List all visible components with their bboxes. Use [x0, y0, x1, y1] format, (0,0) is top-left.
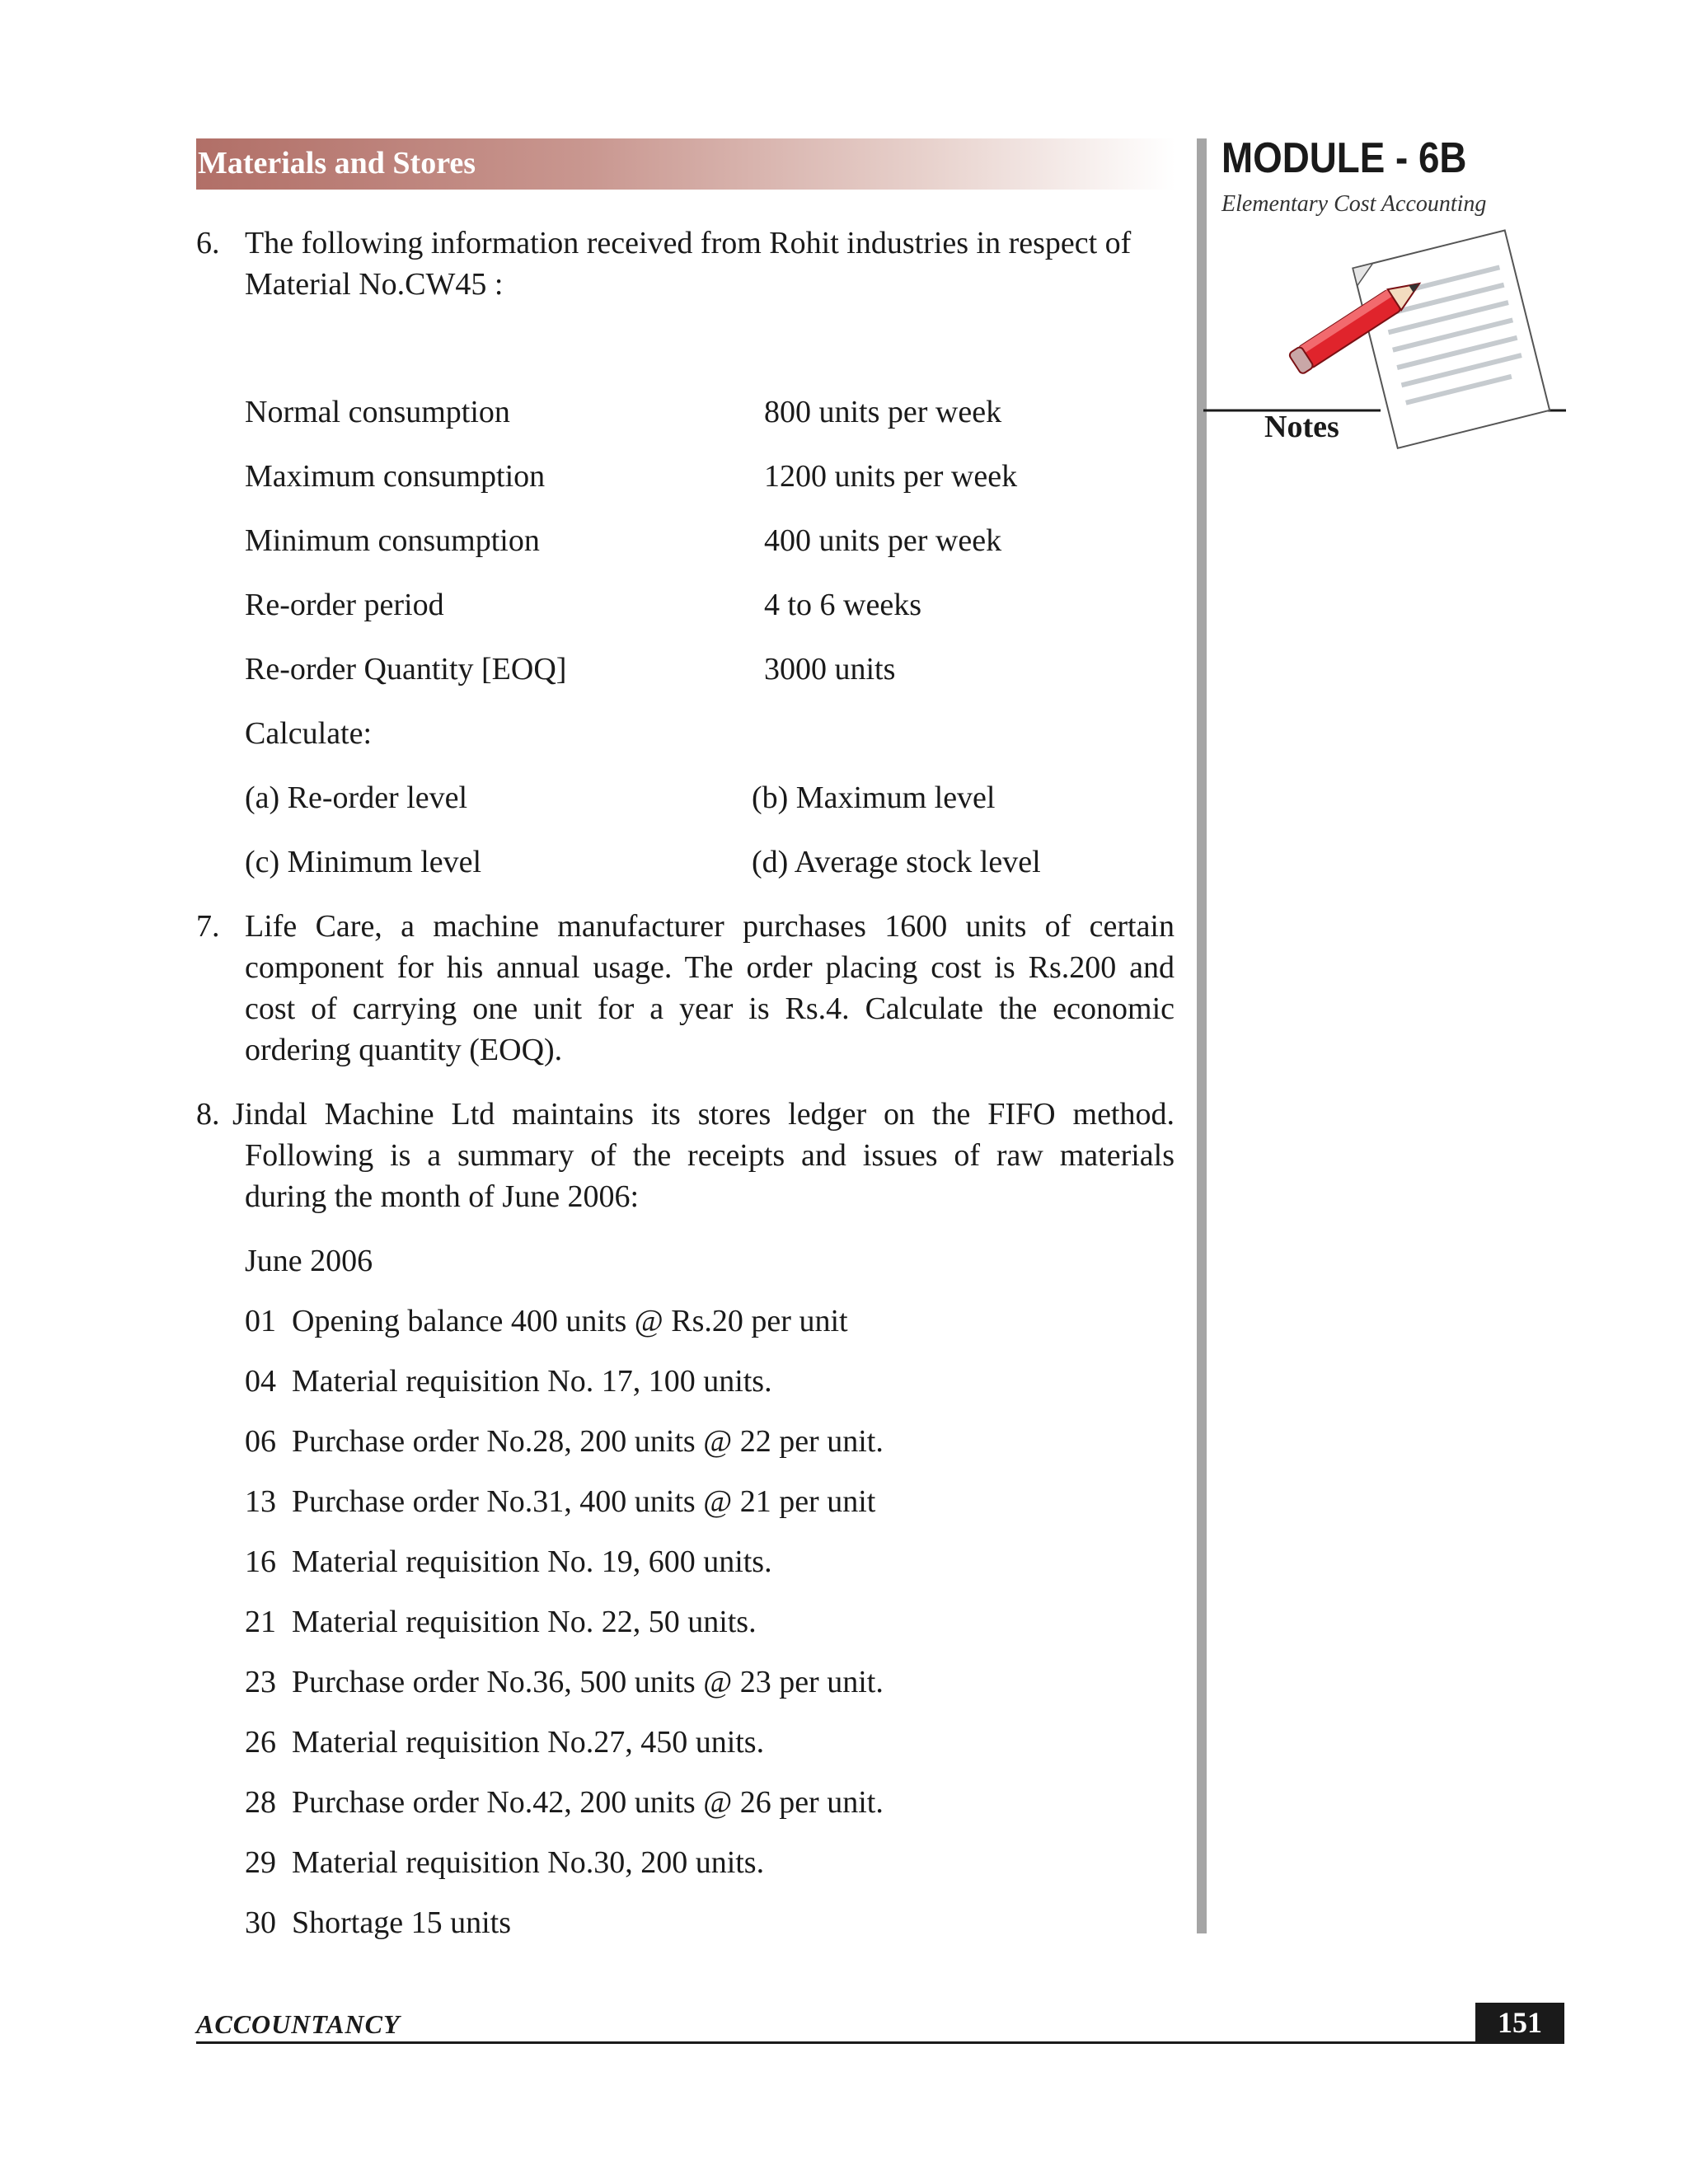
q6-row-label: Maximum consumption	[245, 459, 546, 494]
module-subtitle: Elementary Cost Accounting	[1221, 191, 1487, 217]
q7-text-line: Life Care, a machine manufacturer purchases 1600 units of certain	[245, 909, 1175, 944]
q8-text-line: Jindal Machine Ltd maintains its stores ledger on the FIFO method.	[232, 1097, 1175, 1132]
q6-text-line: Material No.CW45 :	[245, 267, 504, 302]
q6-calculate: Calculate:	[245, 716, 373, 751]
q8-month: June 2006	[245, 1244, 373, 1278]
q6-row-value: 400 units per week	[764, 523, 1002, 558]
q6-row-value: 800 units per week	[764, 395, 1002, 429]
q6-row-label: Normal consumption	[245, 395, 510, 429]
q8-entry: 23 Purchase order No.36, 500 units @ 23 per unit.	[245, 1665, 884, 1699]
q8-entry: 30 Shortage 15 units	[245, 1905, 511, 1940]
q6-text-line: The following information received from Rohit industries in respect of	[245, 226, 1132, 260]
section-header-bar	[196, 138, 1175, 190]
footer-rule	[196, 2041, 1564, 2044]
q6-part: (b) Maximum level	[752, 780, 996, 815]
q6-row-label: Re-order Quantity [EOQ]	[245, 652, 567, 687]
q6-part: (c) Minimum level	[245, 845, 482, 879]
q6-part: (a) Re-order level	[245, 780, 468, 815]
q8-entry: 13 Purchase order No.31, 400 units @ 21 per unit	[245, 1484, 876, 1519]
q8-entry: 04 Material requisition No. 17, 100 units.	[245, 1364, 772, 1399]
q6-row-value: 3000 units	[764, 652, 896, 687]
question-number-6: 6.	[196, 226, 220, 260]
q8-text-line: during the month of June 2006:	[245, 1179, 640, 1214]
q8-entry: 16 Material requisition No. 19, 600 units.	[245, 1544, 772, 1579]
q8-entry: 26 Material requisition No.27, 450 units.	[245, 1725, 765, 1760]
q7-text-line: cost of carrying one unit for a year is Rs.4. Calculate the economic	[245, 991, 1175, 1026]
q6-part: (d) Average stock level	[752, 845, 1041, 879]
q7-text-line: component for his annual usage. The order placing cost is Rs.200 and	[245, 950, 1175, 985]
q6-row-value: 4 to 6 weeks	[764, 588, 922, 622]
q6-row-value: 1200 units per week	[764, 459, 1018, 494]
q8-entry: 29 Material requisition No.30, 200 units.	[245, 1845, 765, 1880]
section-title: Materials and Stores	[198, 146, 476, 180]
footer-subject: ACCOUNTANCY	[196, 2009, 401, 2039]
q6-row-label: Minimum consumption	[245, 523, 540, 558]
question-number-7: 7.	[196, 909, 220, 944]
module-title: MODULE - 6B	[1221, 134, 1467, 182]
notes-label: Notes	[1264, 410, 1339, 444]
q7-text-line: ordering quantity (EOQ).	[245, 1033, 563, 1067]
q8-entry: 01 Opening balance 400 units @ Rs.20 per unit	[245, 1304, 848, 1338]
q8-entry: 06 Purchase order No.28, 200 units @ 22 per unit.	[245, 1424, 884, 1459]
q8-text-line: Following is a summary of the receipts and issues of raw materials	[245, 1138, 1175, 1173]
notes-pencil-icon	[1203, 213, 1574, 452]
q8-entry: 28 Purchase order No.42, 200 units @ 26 per unit.	[245, 1785, 884, 1820]
question-number-8: 8.	[196, 1097, 220, 1132]
page-number: 151	[1475, 2003, 1564, 2042]
q6-row-label: Re-order period	[245, 588, 444, 622]
q8-entry: 21 Material requisition No. 22, 50 units.	[245, 1605, 757, 1639]
